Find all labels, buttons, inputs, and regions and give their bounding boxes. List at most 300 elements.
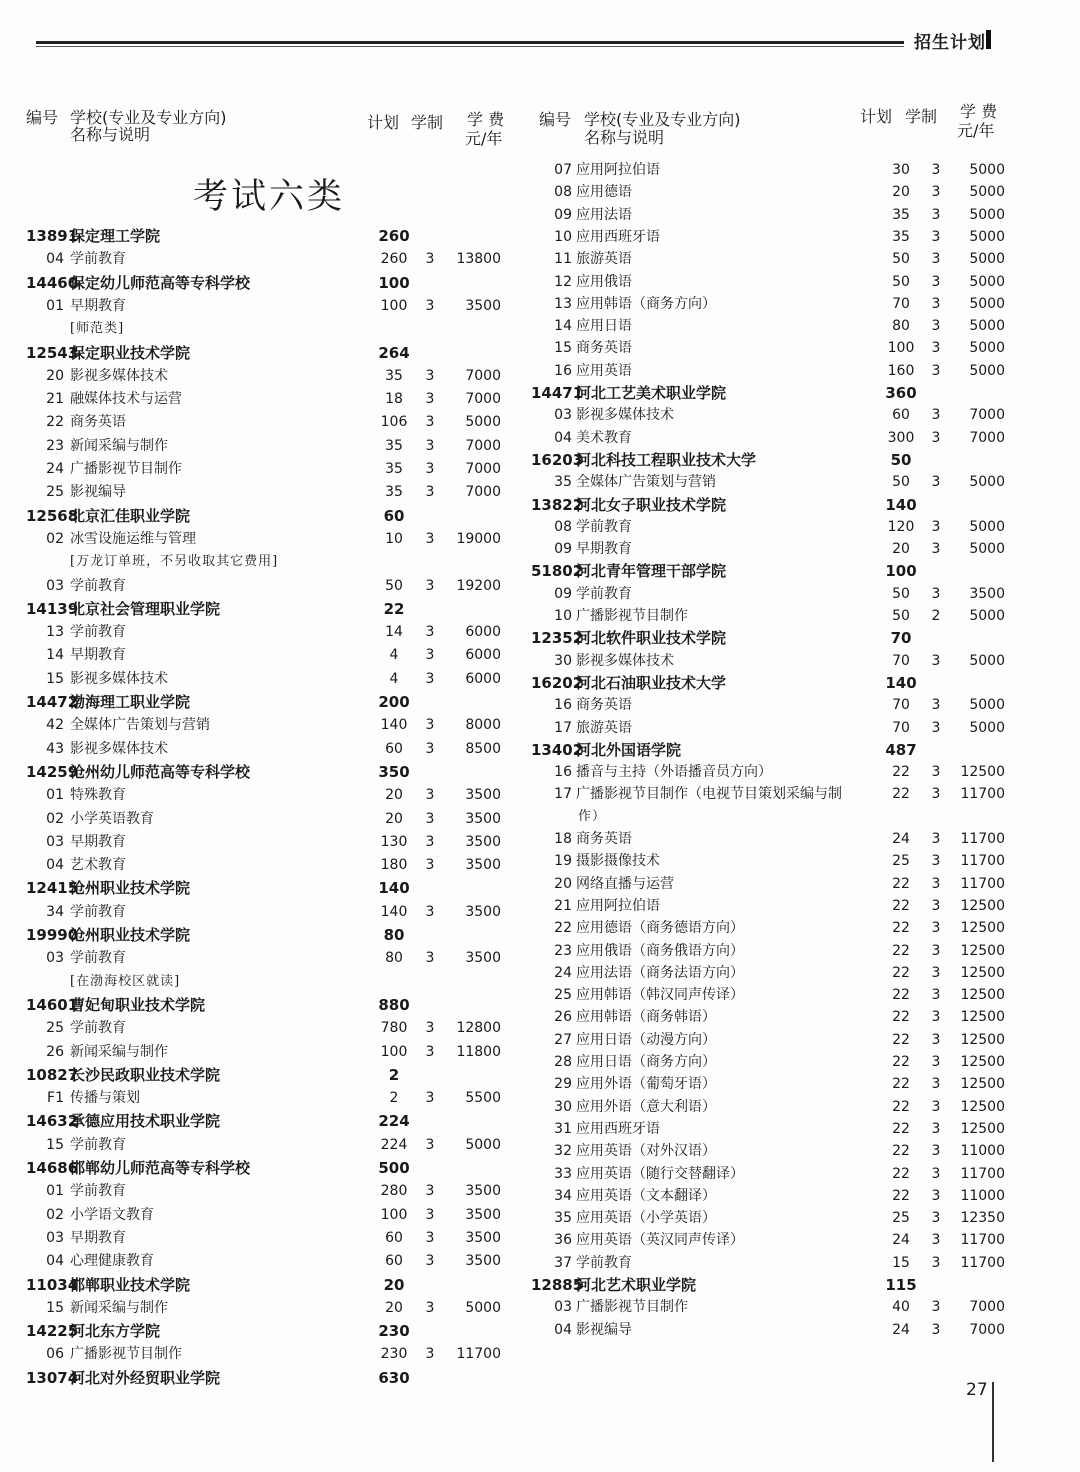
major-row — [0, 1118, 1080, 1140]
major-years: 3 — [425, 577, 435, 594]
school-name: 保定理工学院 — [70, 227, 161, 245]
major-years: 3 — [931, 340, 941, 357]
school-code: 12352 — [531, 629, 584, 648]
major-row — [0, 694, 1080, 716]
major-name: 早期教育 — [70, 647, 126, 664]
major-plan: 100 — [380, 1043, 408, 1060]
major-fee: 11700 — [960, 1165, 1005, 1182]
major-name: 应用外语（葡萄牙语） — [576, 1076, 716, 1093]
major-code: 09 — [554, 206, 572, 223]
school-name: 保定幼儿师范高等专科学校 — [70, 273, 251, 292]
major-code: 14 — [554, 318, 572, 335]
major-row — [0, 248, 1080, 270]
school-row — [0, 1367, 1080, 1389]
major-years: 3 — [931, 786, 941, 803]
major-years: 3 — [931, 1299, 941, 1316]
major-plan: 100 — [380, 1206, 408, 1223]
school-plan: 2 — [388, 1065, 400, 1084]
major-code: 15 — [46, 1299, 64, 1316]
major-plan: 106 — [380, 414, 408, 431]
major-row — [0, 917, 1080, 939]
major-years: 3 — [931, 697, 941, 714]
major-plan: 22 — [892, 1120, 910, 1137]
major-years: 3 — [425, 1090, 435, 1107]
major-name: 心理健康教育 — [70, 1253, 154, 1270]
major-name: 学前教育 — [70, 1020, 126, 1037]
major-row — [0, 1163, 1080, 1185]
school-code: 14601 — [26, 995, 79, 1014]
major-fee: 3500 — [969, 585, 1005, 602]
major-row — [0, 605, 1080, 627]
major-row — [0, 204, 1080, 226]
major-years: 3 — [425, 787, 435, 804]
major-code: 30 — [554, 1098, 572, 1115]
major-row — [0, 962, 1080, 984]
major-fee: 7000 — [969, 1299, 1005, 1316]
major-years: 3 — [931, 518, 941, 535]
major-plan: 780 — [380, 1020, 408, 1037]
major-plan: 22 — [892, 1031, 910, 1048]
major-row — [0, 717, 1080, 739]
major-plan: 140 — [380, 717, 408, 734]
major-fee: 11000 — [960, 1143, 1005, 1160]
school-code: 12543 — [26, 343, 79, 362]
major-code: 10 — [554, 608, 572, 624]
school-code: 14471 — [531, 384, 584, 402]
major-years: 3 — [931, 541, 941, 558]
major-name: 应用西班牙语 — [576, 228, 660, 245]
major-name: 学前教育 — [70, 903, 126, 920]
major-name: 应用日语 — [576, 318, 632, 335]
major-years: 3 — [931, 875, 941, 892]
school-plan: 264 — [378, 343, 410, 362]
major-code: 22 — [46, 414, 64, 431]
school-plan: 230 — [378, 1322, 410, 1341]
major-fee: 12500 — [960, 1098, 1005, 1115]
major-fee: 5000 — [969, 474, 1005, 491]
major-name: 学前教育 — [576, 518, 632, 535]
school-code: 13074 — [26, 1368, 79, 1387]
major-fee: 5000 — [969, 318, 1005, 335]
major-years: 2 — [931, 608, 941, 624]
major-fee: 7000 — [969, 1321, 1005, 1338]
major-fee: 11700 — [960, 831, 1005, 847]
school-code: 51802 — [531, 562, 584, 581]
major-plan: 180 — [380, 857, 408, 874]
major-years: 3 — [425, 437, 435, 454]
major-fee: 5500 — [465, 1090, 501, 1107]
major-code: 15 — [46, 1136, 64, 1153]
major-row — [0, 1252, 1080, 1274]
header-school-sub: 名称与说明 — [70, 125, 151, 144]
major-plan: 35 — [385, 437, 403, 454]
major-code: 01 — [46, 787, 64, 804]
major-row — [0, 1073, 1080, 1095]
major-row — [0, 1096, 1080, 1118]
major-code: 26 — [46, 1043, 64, 1060]
major-years: 3 — [425, 414, 435, 431]
major-code: 07 — [554, 162, 572, 178]
major-name: 摄影摄像技术 — [576, 853, 660, 870]
major-note: [万龙订单班，不另收取其它费用] — [70, 554, 279, 570]
school-code: 13891 — [26, 227, 79, 245]
school-name: 河北对外经贸职业学院 — [70, 1368, 221, 1387]
major-fee: 3500 — [465, 1229, 501, 1246]
major-code: 04 — [46, 857, 64, 874]
major-years: 3 — [931, 920, 941, 937]
header-fee-unit: 元/年 — [465, 129, 503, 148]
major-fee: 7000 — [969, 407, 1005, 424]
major-name: 应用外语（意大利语） — [576, 1098, 716, 1115]
school-name: 河北工艺美术职业学院 — [576, 384, 727, 402]
major-fee: 12500 — [960, 964, 1005, 981]
major-code: 33 — [554, 1165, 572, 1182]
major-years: 3 — [425, 647, 435, 664]
major-code: 43 — [46, 740, 64, 757]
major-years: 3 — [931, 295, 941, 312]
school-name: 河北外国语学院 — [576, 740, 682, 759]
major-years: 3 — [425, 1020, 435, 1037]
major-row — [0, 650, 1080, 672]
major-name: 应用英语（随行交替翻译） — [576, 1165, 744, 1182]
note-row — [0, 806, 1080, 828]
major-code: 34 — [46, 903, 64, 920]
major-plan: 10 — [385, 530, 403, 547]
major-code: 03 — [46, 950, 64, 967]
major-row — [0, 226, 1080, 248]
major-row — [0, 1029, 1080, 1051]
major-years: 3 — [425, 810, 435, 827]
major-years: 3 — [931, 429, 941, 446]
major-fee: 12500 — [960, 920, 1005, 937]
major-name: 应用英语（小学英语） — [576, 1210, 716, 1227]
major-code: 17 — [554, 786, 572, 803]
major-code: 02 — [46, 810, 64, 827]
page-number: 27 — [966, 1380, 988, 1400]
major-code: 08 — [554, 184, 572, 201]
major-years: 3 — [425, 1299, 435, 1316]
header-years: 学制 — [905, 107, 938, 126]
header-code: 编号 — [26, 108, 59, 127]
major-row — [0, 783, 1080, 805]
major-plan: 24 — [892, 1321, 910, 1338]
header-years: 学制 — [411, 113, 444, 132]
major-name: 广播影视节目制作 — [70, 461, 182, 477]
major-years: 3 — [425, 1346, 435, 1363]
major-name: 全媒体广告策划与营销 — [70, 717, 210, 734]
major-plan: 24 — [892, 1232, 910, 1249]
major-name: 应用日语（商务方向） — [576, 1054, 716, 1070]
school-name: 曹妃甸职业技术学院 — [70, 995, 206, 1014]
major-row — [0, 516, 1080, 538]
major-name: 商务英语 — [576, 697, 632, 714]
major-name: 小学语文教育 — [70, 1206, 154, 1223]
major-plan: 14 — [385, 624, 403, 641]
major-fee: 12500 — [960, 987, 1005, 1004]
header-plan: 计划 — [367, 113, 400, 132]
major-fee: 3500 — [465, 1206, 501, 1223]
major-plan: 24 — [892, 831, 910, 847]
major-years: 3 — [931, 1009, 941, 1026]
major-row — [0, 984, 1080, 1006]
major-row — [0, 1296, 1080, 1318]
major-plan: 18 — [385, 391, 403, 408]
school-code: 16203 — [531, 450, 584, 469]
major-years: 3 — [425, 740, 435, 757]
major-row — [0, 828, 1080, 850]
major-code: 22 — [554, 920, 572, 937]
major-code: 25 — [46, 1020, 64, 1037]
major-plan: 22 — [892, 1009, 910, 1026]
major-years: 3 — [425, 950, 435, 967]
major-years: 3 — [425, 1183, 435, 1200]
major-fee: 7000 — [465, 437, 501, 454]
major-row — [0, 850, 1080, 872]
major-plan: 22 — [892, 920, 910, 937]
major-years: 3 — [931, 853, 941, 870]
major-name: 应用俄语（商务俄语方向） — [576, 942, 744, 959]
major-fee: 5000 — [969, 652, 1005, 669]
major-code: 03 — [46, 1229, 64, 1246]
major-years: 3 — [425, 903, 435, 920]
major-plan: 50 — [892, 273, 910, 290]
major-plan: 22 — [892, 1187, 910, 1204]
major-fee: 3500 — [465, 903, 501, 920]
major-years: 3 — [425, 1253, 435, 1270]
major-name: 学前教育 — [70, 251, 126, 268]
major-fee: 11700 — [960, 1232, 1005, 1249]
major-name: 旅游英语 — [576, 719, 632, 736]
school-name: 北京汇佳职业学院 — [70, 506, 191, 525]
school-plan: 630 — [378, 1368, 410, 1387]
major-plan: 80 — [892, 318, 910, 335]
major-fee: 5000 — [465, 414, 501, 431]
major-code: 09 — [554, 541, 572, 558]
major-name: 应用德语 — [576, 184, 632, 201]
major-fee: 13800 — [456, 251, 501, 268]
major-fee: 11700 — [960, 1254, 1005, 1271]
major-code: 30 — [554, 652, 572, 669]
major-name: 特殊教育 — [70, 787, 126, 804]
major-code: 21 — [554, 897, 572, 914]
major-name: 广播影视节目制作 — [70, 1346, 182, 1363]
major-plan: 20 — [892, 184, 910, 201]
major-row — [0, 471, 1080, 493]
major-name: 早期教育 — [70, 297, 126, 314]
major-code: 10 — [554, 228, 572, 245]
major-name: 应用德语（商务德语方向） — [576, 920, 744, 937]
major-years: 3 — [425, 1206, 435, 1223]
major-row — [0, 1140, 1080, 1162]
major-plan: 22 — [892, 764, 910, 781]
major-code: 15 — [554, 340, 572, 357]
major-plan: 4 — [389, 670, 399, 687]
major-years: 3 — [931, 831, 941, 847]
major-plan: 20 — [892, 541, 910, 558]
header-fee: 学 费 — [467, 110, 505, 129]
major-years: 3 — [931, 1120, 941, 1137]
school-plan: 880 — [378, 995, 410, 1014]
school-plan: 140 — [885, 673, 917, 692]
major-row — [0, 1185, 1080, 1207]
major-fee: 5000 — [465, 1299, 501, 1316]
school-name: 河北石油职业技术大学 — [576, 673, 727, 692]
major-name: 影视多媒体技术 — [576, 407, 674, 424]
major-years: 3 — [425, 530, 435, 547]
major-years: 3 — [931, 897, 941, 914]
school-row — [0, 494, 1080, 516]
major-plan: 22 — [892, 987, 910, 1004]
school-name: 河北东方学院 — [70, 1322, 161, 1341]
major-code: 16 — [554, 362, 572, 379]
major-plan: 20 — [385, 787, 403, 804]
major-years: 3 — [931, 1031, 941, 1048]
major-plan: 4 — [389, 647, 399, 664]
major-plan: 50 — [892, 474, 910, 491]
major-plan: 22 — [892, 875, 910, 892]
major-name: 影视多媒体技术 — [576, 652, 674, 669]
major-plan: 130 — [380, 833, 408, 850]
major-years: 3 — [931, 1098, 941, 1115]
school-name: 沧州职业技术学院 — [70, 879, 191, 898]
school-plan: 60 — [383, 506, 405, 525]
major-years: 3 — [425, 297, 435, 314]
category-title: 考试六类 — [193, 177, 346, 217]
major-name: 学前教育 — [70, 950, 126, 967]
major-name: 应用英语（英汉同声传译） — [576, 1232, 744, 1249]
major-name: 应用俄语 — [576, 273, 632, 290]
major-plan: 224 — [380, 1136, 408, 1153]
school-plan: 100 — [378, 273, 410, 292]
school-plan: 350 — [378, 762, 410, 781]
major-fee: 11700 — [960, 786, 1005, 803]
school-name: 渤海理工职业学院 — [70, 693, 191, 711]
header-plan: 计划 — [860, 107, 893, 126]
major-years: 3 — [425, 833, 435, 850]
major-code: 35 — [554, 1210, 572, 1227]
running-header-bar — [986, 30, 991, 49]
major-name: 学前教育 — [70, 1136, 126, 1153]
major-name: 应用英语（文本翻译） — [576, 1187, 716, 1204]
major-years: 3 — [425, 670, 435, 687]
school-code: 14225 — [26, 1322, 79, 1341]
major-plan: 35 — [385, 484, 403, 501]
major-code: 06 — [46, 1346, 64, 1363]
major-years: 3 — [931, 1232, 941, 1249]
major-years: 3 — [931, 1210, 941, 1227]
major-plan: 35 — [385, 367, 403, 384]
major-row — [0, 360, 1080, 382]
major-fee: 7000 — [465, 391, 501, 408]
major-plan: 230 — [380, 1346, 408, 1363]
major-years: 3 — [931, 719, 941, 736]
header-school-sub: 名称与说明 — [584, 128, 665, 147]
major-plan: 20 — [385, 810, 403, 827]
school-row — [0, 672, 1080, 694]
school-name: 邯郸职业技术学院 — [70, 1275, 191, 1294]
school-plan: 22 — [383, 599, 405, 618]
major-code: 04 — [554, 429, 572, 446]
major-note: [师范类] — [70, 321, 125, 337]
major-fee: 11800 — [456, 1043, 501, 1060]
major-code: 24 — [46, 461, 64, 477]
major-years: 3 — [931, 1254, 941, 1271]
major-plan: 35 — [385, 461, 403, 477]
major-row — [0, 159, 1080, 181]
major-years: 3 — [931, 407, 941, 424]
major-code: 16 — [554, 697, 572, 714]
major-name: 影视多媒体技术 — [70, 367, 168, 384]
major-fee: 12500 — [960, 1054, 1005, 1070]
major-fee: 5000 — [969, 697, 1005, 714]
major-plan: 160 — [887, 362, 915, 379]
major-plan: 35 — [892, 206, 910, 223]
major-plan: 300 — [887, 429, 915, 446]
major-name: 应用英语（对外汉语） — [576, 1143, 716, 1160]
major-years: 3 — [425, 1229, 435, 1246]
major-fee: 5000 — [969, 228, 1005, 245]
major-fee: 5000 — [969, 206, 1005, 223]
major-fee: 12800 — [456, 1020, 501, 1037]
major-fee: 6000 — [465, 624, 501, 641]
major-plan: 25 — [892, 853, 910, 870]
major-name: 广播影视节目制作（电视节目策划采编与制 — [576, 786, 842, 803]
major-name: 学前教育 — [576, 1254, 632, 1271]
major-fee: 11000 — [960, 1187, 1005, 1204]
school-plan: 20 — [383, 1275, 405, 1294]
school-code: 14472 — [26, 693, 79, 711]
major-years: 3 — [931, 1076, 941, 1093]
major-code: 24 — [554, 964, 572, 981]
major-code: 29 — [554, 1076, 572, 1093]
major-fee: 5000 — [969, 295, 1005, 312]
major-plan: 22 — [892, 942, 910, 959]
major-row — [0, 583, 1080, 605]
school-row — [0, 627, 1080, 649]
major-years: 3 — [425, 251, 435, 268]
major-years: 3 — [931, 1321, 941, 1338]
major-years: 3 — [931, 251, 941, 268]
major-name: 应用英语 — [576, 362, 632, 379]
major-code: 08 — [554, 518, 572, 535]
major-row — [0, 404, 1080, 426]
school-row — [0, 1274, 1080, 1296]
major-name: 广播影视节目制作 — [576, 1299, 688, 1316]
school-code: 11034 — [26, 1275, 79, 1294]
header-rule — [36, 41, 904, 44]
major-name: 应用法语（商务法语方向） — [576, 964, 744, 981]
major-row — [0, 315, 1080, 337]
major-plan: 70 — [892, 719, 910, 736]
major-code: 16 — [554, 764, 572, 781]
school-plan: 487 — [885, 740, 917, 759]
major-name: 商务英语 — [576, 340, 632, 357]
major-row — [0, 271, 1080, 293]
major-code: 01 — [46, 1183, 64, 1200]
school-name: 河北软件职业技术学院 — [576, 629, 727, 648]
major-name: 应用阿拉伯语 — [576, 162, 660, 178]
major-name: 应用日语（动漫方向） — [576, 1031, 716, 1048]
major-fee: 11700 — [960, 875, 1005, 892]
major-name: 早期教育 — [70, 1229, 126, 1246]
header-school: 学校(专业及专业方向) — [70, 108, 227, 127]
major-plan: 22 — [892, 1098, 910, 1115]
major-name: 冰雪设施运维与管理 — [70, 530, 196, 547]
school-name: 河北青年管理干部学院 — [576, 562, 727, 581]
major-name: 艺术教育 — [70, 857, 126, 874]
major-fee: 5000 — [969, 162, 1005, 178]
major-code: 20 — [46, 367, 64, 384]
